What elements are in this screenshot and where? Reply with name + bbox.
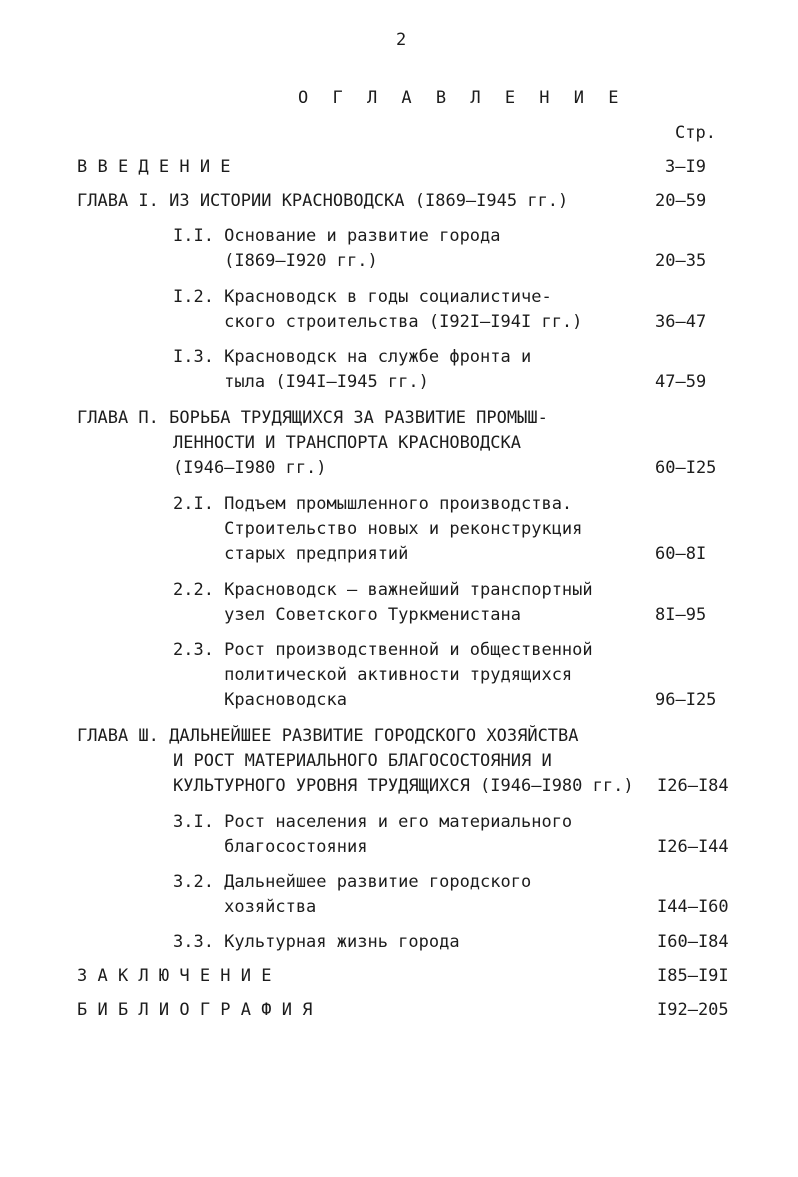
section-title-line: 3.2. Дальнейшее развитие городского — [173, 872, 532, 892]
intro-heading: В В Е Д Е Н И Е — [77, 157, 231, 177]
entry-pages: I92–205 — [657, 1000, 729, 1020]
entry-pages: 60–8I — [655, 544, 707, 564]
section-title-line: 2.2. Красноводск – важнейший транспортный — [173, 580, 593, 600]
section-title-line: Строительство новых и реконструкция — [173, 519, 583, 539]
section-title-line: 3.3. Культурная жизнь города — [173, 932, 460, 952]
section-title-line: благосостояния — [173, 837, 368, 857]
entry-pages: I85–I9I — [657, 966, 729, 986]
section-title-line: политической активности трудящихся — [173, 665, 573, 685]
chapter-title-line: ГЛАВА П. БОРЬБА ТРУДЯЩИХСЯ ЗА РАЗВИТИЕ ПРОМЫШ- — [77, 408, 548, 428]
conclusion-heading: З А К Л Ю Ч Е Н И Е — [77, 966, 272, 986]
page-column-label: Стр. — [675, 123, 716, 143]
chapter-title-line: (I946–I980 гг.) — [173, 458, 327, 478]
entry-pages: 96–I25 — [655, 690, 717, 710]
section-title-line: ского строительства (I92I–I94I гг.) — [173, 312, 583, 332]
chapter-title-line: ГЛАВА Ш. ДАЛЬНЕЙШЕЕ РАЗВИТИЕ ГОРОДСКОГО ХОЗЯЙСТВА — [77, 726, 579, 746]
entry-pages: 20–35 — [655, 251, 707, 271]
entry-pages: 47–59 — [655, 372, 707, 392]
entry-pages: 8I–95 — [655, 605, 707, 625]
chapter-title: ГЛАВА I. ИЗ ИСТОРИИ КРАСНОВОДСКА (I869–I945 гг.) — [77, 191, 569, 211]
entry-pages: 36–47 — [655, 312, 707, 332]
section-title-line: 2.3. Рост производственной и общественной — [173, 640, 593, 660]
entry-pages: I44–I60 — [657, 897, 729, 917]
section-title-line: 3.I. Рост населения и его материального — [173, 812, 573, 832]
chapter-title-line: И РОСТ МАТЕРИАЛЬНОГО БЛАГОСОСТОЯНИЯ И — [173, 751, 552, 771]
section-title-line: тыла (I94I–I945 гг.) — [173, 372, 429, 392]
section-title-line: I.3. Красноводск на службе фронта и — [173, 347, 532, 367]
section-title-line: узел Советского Туркменистана — [173, 605, 521, 625]
entry-pages: 60–I25 — [655, 458, 717, 478]
section-title-line: I.2. Красноводск в годы социалистиче- — [173, 287, 552, 307]
section-title-line: (I869–I920 гг.) — [173, 251, 378, 271]
section-title-line: хозяйства — [173, 897, 317, 917]
bibliography-heading: Б И Б Л И О Г Р А Ф И Я — [77, 1000, 313, 1020]
page-number: 2 — [396, 30, 407, 50]
chapter-title-line: КУЛЬТУРНОГО УРОВНЯ ТРУДЯЩИХСЯ (I946–I980 гг.) — [173, 776, 634, 796]
toc-title: О Г Л А В Л Е Н И Е — [298, 88, 626, 108]
section-title-line: Красноводска — [173, 690, 347, 710]
entry-pages: 3–I9 — [665, 157, 706, 177]
section-title-line: старых предприятий — [173, 544, 409, 564]
section-title-line: 2.I. Подъем промышленного производства. — [173, 494, 573, 514]
entry-pages: I26–I84 — [657, 776, 729, 796]
entry-pages: I60–I84 — [657, 932, 729, 952]
chapter-title-line: ЛЕННОСТИ И ТРАНСПОРТА КРАСНОВОДСКА — [173, 433, 521, 453]
entry-pages: I26–I44 — [657, 837, 729, 857]
section-title-line: I.I. Основание и развитие города — [173, 226, 501, 246]
entry-pages: 20–59 — [655, 191, 707, 211]
